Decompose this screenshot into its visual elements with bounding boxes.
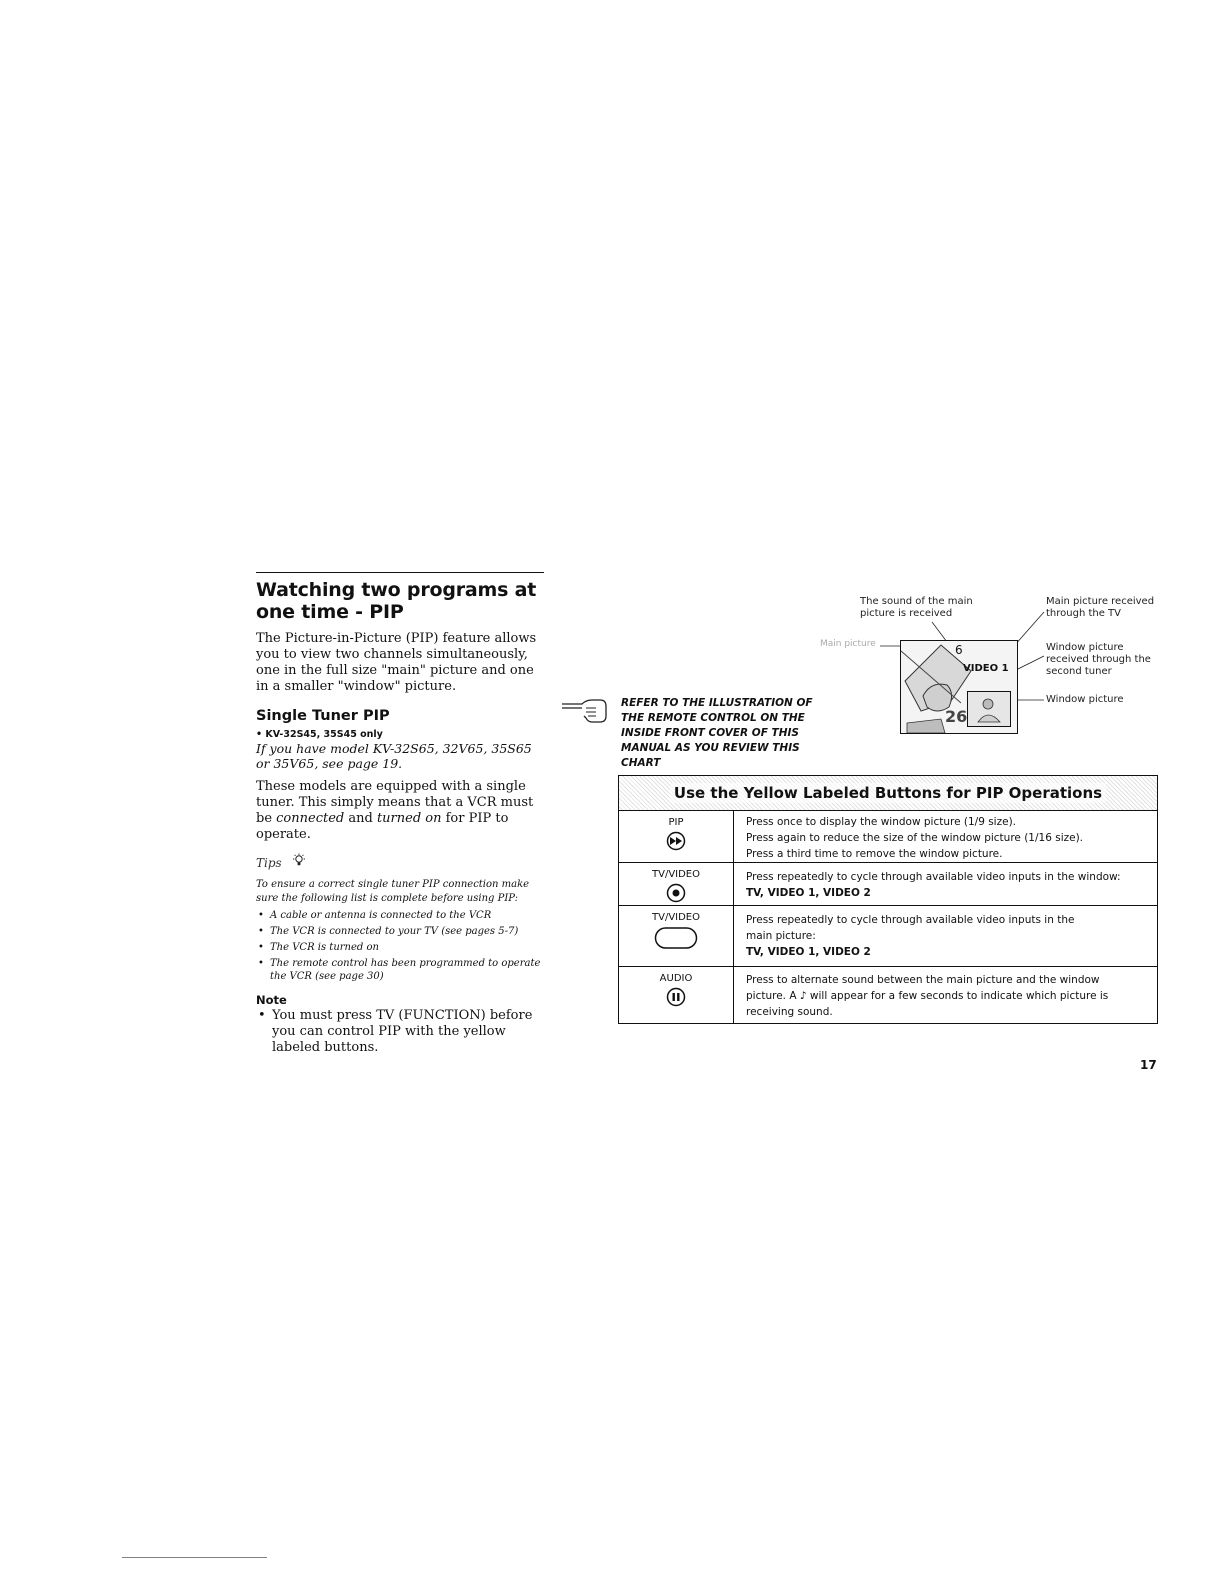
table-title: Use the Yellow Labeled Buttons for PIP Operations [670, 783, 1106, 803]
table-row [619, 966, 1157, 1023]
description-connected: connected [276, 811, 345, 826]
label-window-picture: Window picture [1046, 694, 1124, 705]
description-cell [734, 863, 1157, 905]
pip-illustration [820, 594, 1160, 744]
tip-item: • The VCR is turned on [256, 941, 544, 954]
label-sound-main: The sound of the main picture is received [860, 596, 973, 619]
description-line: Press again to reduce the size of the window picture (1/16 size). [746, 832, 1084, 844]
tips-label: Tips [256, 855, 282, 870]
tip-item: • The remote control has been programmed to operate the VCR (see page 30) [256, 957, 544, 983]
osd-video-label: VIDEO 1 [963, 663, 1009, 674]
description-cell [734, 906, 1157, 966]
pip-operations-table [618, 775, 1158, 1024]
label-window-second-tuner: Window picture received through the second tuner [1046, 642, 1151, 677]
round-button-icon[interactable] [666, 883, 686, 907]
button-cell [619, 967, 734, 1023]
button-cell [619, 863, 734, 905]
table-row [619, 811, 1157, 862]
tips-heading [256, 853, 544, 872]
description-line: Press once to display the window picture (1/9 size). [746, 816, 1017, 828]
description-line [746, 988, 1147, 1004]
intro-paragraph: The Picture-in-Picture (PIP) feature allows you to view two channels simultaneously, one in the full size "main" picture and one in a smaller "window" picture. [256, 631, 537, 694]
note-item: • You must press TV (FUNCTION) before you can control PIP with the yellow labeled buttons. [256, 1008, 544, 1056]
pointing-hand-icon [560, 694, 612, 728]
left-column [256, 572, 544, 1056]
description-part: picture. A [746, 990, 797, 1002]
table-row [619, 905, 1157, 966]
description-and: and [344, 811, 377, 826]
page-title: Watching two programs at one time - PIP [256, 579, 537, 623]
audio-button-icon[interactable] [666, 987, 686, 1011]
footer-rule [122, 1557, 267, 1558]
refer-note-text: REFER TO THE ILLUSTRATION OF THE REMOTE CONTROL ON THE INSIDE FRONT COVER OF THIS MANUAL AS YOU REVIEW THIS CHART [621, 697, 813, 769]
single-tuner-description [256, 779, 544, 843]
tips-intro: To ensure a correct single tuner PIP connection make sure the following list is complete before using PIP: [256, 879, 530, 904]
button-label: TV/VIDEO [652, 869, 700, 880]
table-header [619, 776, 1157, 811]
section-rule [256, 572, 544, 573]
description-line: Press to alternate sound between the main picture and the window [746, 974, 1100, 986]
single-tuner-heading: Single Tuner PIP [256, 708, 390, 724]
description-line: Press a third time to remove the window picture. [746, 848, 1003, 860]
description-line: receiving sound. [746, 1006, 833, 1018]
button-cell [619, 811, 734, 862]
label-main-picture-tv: Main picture received through the TV [1046, 596, 1155, 619]
description-cell [734, 811, 1157, 862]
input-cycle-list: TV, VIDEO 1, VIDEO 2 [746, 946, 871, 958]
oval-button-icon[interactable] [654, 926, 698, 954]
button-label: TV/VIDEO [652, 912, 700, 923]
description-turned-on: turned on [376, 811, 442, 826]
description-line: Press repeatedly to cycle through available video inputs in the window: [746, 871, 1121, 883]
lightbulb-icon [292, 853, 306, 872]
table-row [619, 862, 1157, 905]
description-part: will appear for a few seconds to indicate which picture is [809, 990, 1109, 1002]
note-list [256, 1008, 544, 1056]
button-label: AUDIO [659, 973, 693, 984]
button-label: PIP [668, 817, 684, 828]
see-other-models: If you have model KV-32S65, 32V65, 35S65 or 35V65, see page 19. [256, 741, 532, 771]
tips-list [256, 909, 544, 983]
label-main-picture-faint: Main picture [820, 639, 876, 649]
osd-channel-number: 26 [945, 707, 968, 726]
sound-indicator-icon: 6 [955, 643, 963, 657]
input-cycle-list: TV, VIDEO 1, VIDEO 2 [746, 887, 871, 899]
description-line: Press repeatedly to cycle through available video inputs in the [746, 914, 1075, 926]
pip-button-icon[interactable] [666, 831, 686, 855]
description-line: main picture: [746, 930, 816, 942]
tip-item: • A cable or antenna is connected to the VCR [256, 909, 544, 922]
music-note-icon: ♪ [799, 990, 807, 1002]
window-picture-box [967, 691, 1011, 727]
button-cell [619, 906, 734, 966]
description-part-1: These models are equipped with a single tuner. This simply means that a VCR must be [256, 779, 534, 826]
models-note: • KV-32S45, 35S45 only [256, 729, 383, 740]
description-part-2: for PIP to operate. [256, 811, 509, 842]
tip-item: • The VCR is connected to your TV (see pages 5-7) [256, 925, 544, 938]
tv-screen [900, 640, 1018, 734]
note-heading: Note [256, 993, 287, 1007]
description-cell [734, 967, 1157, 1023]
page-number: 17 [1140, 1058, 1157, 1072]
